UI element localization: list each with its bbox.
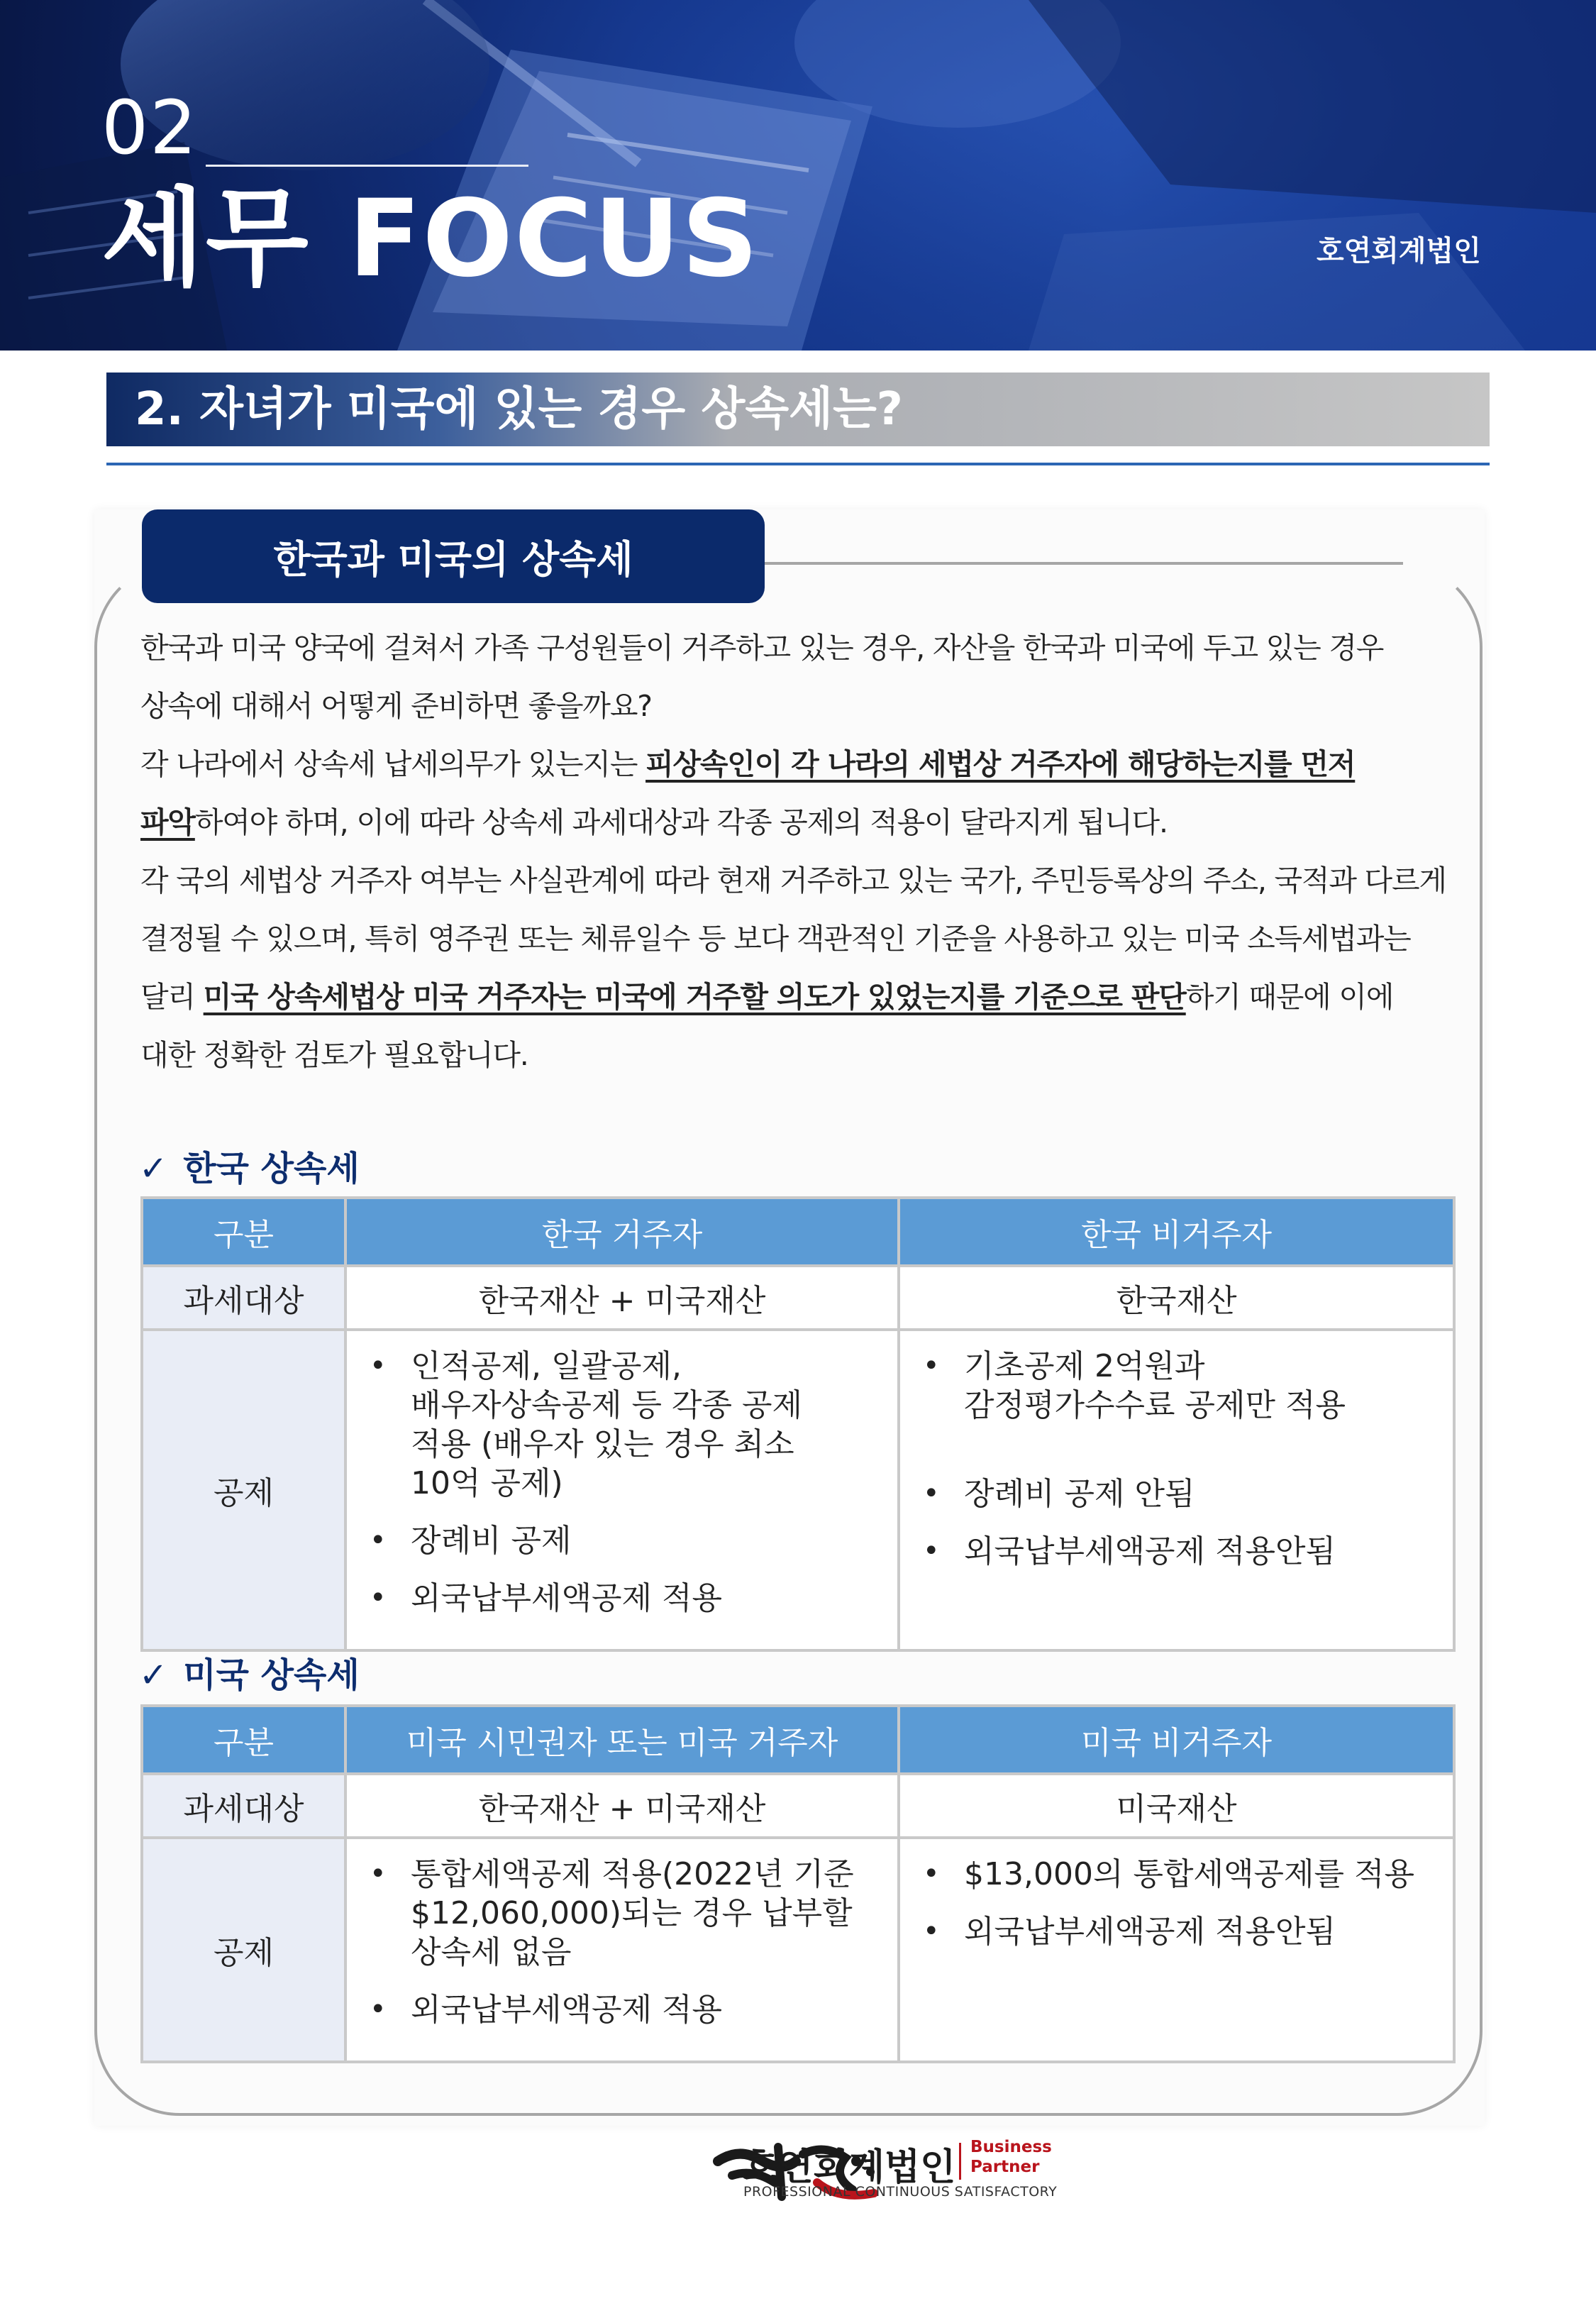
list-item: • $13,000의 통합세액공제를 적용 — [964, 1855, 1424, 1894]
paragraph — [140, 735, 1449, 851]
issue-number: 02 — [101, 84, 199, 171]
paragraph — [140, 619, 1449, 735]
nonresident-taxable: 미국재산 — [899, 1774, 1454, 1838]
us-heading-text: 미국 상속세 — [183, 1655, 360, 1695]
resident-taxable: 한국재산 + 미국재산 — [345, 1774, 899, 1838]
article-subtitle: 2. 자녀가 미국에 있는 경우 상속세는? — [135, 383, 903, 436]
resident-taxable: 한국재산 + 미국재산 — [345, 1266, 899, 1330]
header-nonresident: 미국 비거주자 — [899, 1706, 1454, 1774]
list-item: • 외국납부세액공제 적용 — [411, 1579, 869, 1618]
table-row — [142, 1330, 1454, 1650]
paragraph-text: 하여야 하며, 이에 따라 상속세 과세대상과 각종 공제의 적용이 달라지게 됩니다. — [194, 805, 1168, 839]
header-resident: 미국 시민권자 또는 미국 거주자 — [345, 1706, 899, 1774]
header-category: 구분 — [142, 1706, 345, 1774]
nonresident-deductions — [899, 1330, 1454, 1650]
header-category: 구분 — [142, 1198, 345, 1266]
list-item: • 외국납부세액공제 적용안됨 — [964, 1532, 1424, 1571]
issue-divider — [206, 165, 528, 167]
list-item: • 장례비 공제 — [411, 1521, 869, 1560]
row-label-deduction: 공제 — [142, 1838, 345, 2062]
header-banner — [0, 0, 1596, 351]
list-item: • 외국납부세액공제 적용안됨 — [964, 1912, 1424, 1951]
row-label-taxable: 과세대상 — [142, 1266, 345, 1330]
table-header-row — [142, 1706, 1454, 1774]
emphasized-text: 피상속인이 각 나라의 세법상 거주자에 해당하는지를 먼저 파악 — [140, 747, 1356, 839]
paragraph-text: 각 국의 세법상 거주자 여부는 사실관계에 따라 현재 거주하고 있는 국가, 주민등록상의 주소, 국적과 다르게 결정될 수 있으며, 특히 영주권 또는 체류일수 등 보다 객관적인 기준을 사용하고 있는 미국 소득세법과는 달리 — [140, 864, 1446, 1014]
footer-divider — [959, 2143, 961, 2180]
check-icon: ✓ — [139, 1149, 168, 1188]
row-label-taxable: 과세대상 — [142, 1774, 345, 1838]
header-nonresident: 한국 비거주자 — [899, 1198, 1454, 1266]
row-label-deduction: 공제 — [142, 1330, 345, 1650]
list-item: • 통합세액공제 적용(2022년 기준 $12,060,000)되는 경우 납부할 상속세 없음 — [411, 1855, 869, 1972]
table-row — [142, 1774, 1454, 1838]
footer-badge-line2: Partner — [970, 2158, 1040, 2176]
list-item: • 인적공제, 일괄공제, 배우자상속공제 등 각종 공제 적용 (배우자 있는 경우 최소 10억 공제) — [411, 1347, 869, 1503]
table-header-row — [142, 1198, 1454, 1266]
paragraph — [140, 851, 1449, 1084]
header-resident: 한국 거주자 — [345, 1198, 899, 1266]
list-item: • 장례비 공제 안됨 — [964, 1474, 1424, 1513]
list-item: • 외국납부세액공제 적용 — [411, 1990, 869, 2029]
us-section-heading — [139, 1648, 360, 1697]
resident-deductions — [345, 1330, 899, 1650]
card-top-border — [765, 562, 1403, 565]
check-icon: ✓ — [139, 1655, 168, 1695]
korea-heading-text: 한국 상속세 — [183, 1149, 360, 1188]
header-firm-name: 호연회계법인 — [1317, 235, 1481, 267]
paragraph-text: 각 나라에서 상속세 납세의무가 있는지는 — [140, 747, 646, 781]
us-tax-table — [140, 1704, 1456, 2063]
intro-paragraphs — [140, 619, 1449, 1084]
footer-firm-name: 호연회계법인 — [742, 2146, 956, 2189]
footer-badge — [970, 2137, 1055, 2177]
emphasized-text: 미국 상속세법상 미국 거주자는 미국에 거주할 의도가 있었는지를 기준으로 판단 — [203, 980, 1186, 1014]
paragraph-text: 한국과 미국 양국에 걸쳐서 가족 구성원들이 거주하고 있는 경우, 자산을 한국과 미국에 두고 있는 경우 상속에 대해서 어떻게 준비하면 좋을까요? — [140, 631, 1384, 723]
paragraph-text: 하기 때문에 이에 대한 정확한 검토가 필요합니다. — [140, 980, 1394, 1072]
table-row — [142, 1838, 1454, 2062]
nonresident-taxable: 한국재산 — [899, 1266, 1454, 1330]
footer-tagline: PROFESSIONAL CONTINUOUS SATISFACTORY — [743, 2184, 1058, 2200]
subtitle-underline — [106, 463, 1490, 465]
korea-tax-table — [140, 1196, 1456, 1652]
list-item: • 기초공제 2억원과 감정평가수수료 공제만 적용 — [964, 1347, 1424, 1425]
korea-section-heading — [139, 1141, 360, 1190]
section-title: 세무 FOCUS — [101, 177, 760, 301]
resident-deductions — [345, 1838, 899, 2062]
footer-badge-line1: Business — [970, 2138, 1052, 2156]
card-tab-title: 한국과 미국의 상속세 — [273, 536, 633, 582]
table-row — [142, 1266, 1454, 1330]
nonresident-deductions — [899, 1838, 1454, 2062]
